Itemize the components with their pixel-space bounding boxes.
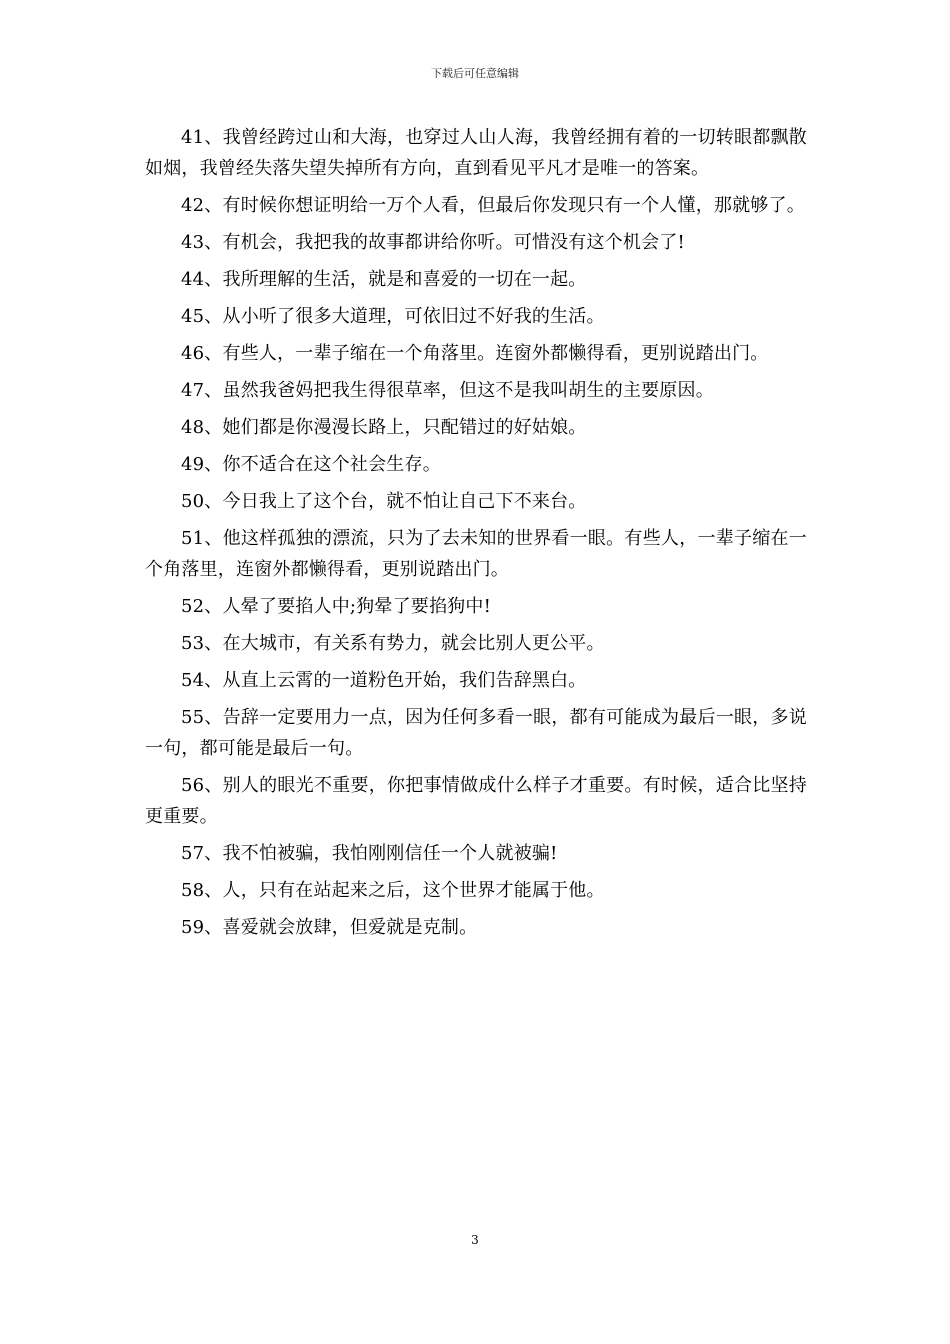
paragraph-44: 44、我所理解的生活，就是和喜爱的一切在一起。 [181, 269, 587, 290]
page-header: 下载后可任意编辑 [431, 67, 519, 80]
document-body [145, 122, 807, 949]
paragraph-51: 51、他这样孤独的漂流，只为了去未知的世界看一眼。有些人，一辈子缩在一个角落里，连窗外都懒得看，更别说踏出门。 [145, 528, 807, 580]
paragraph-43: 43、有机会，我把我的故事都讲给你听。可惜没有这个机会了! [181, 232, 685, 253]
paragraph-47: 47、虽然我爸妈把我生得很草率，但这不是我叫胡生的主要原因。 [181, 380, 714, 401]
paragraph-56: 56、别人的眼光不重要，你把事情做成什么样子才重要。有时候，适合比坚持更重要。 [145, 775, 807, 827]
paragraph-45: 45、从小听了很多大道理，可依旧过不好我的生活。 [181, 306, 605, 327]
paragraph-50: 50、今日我上了这个台，就不怕让自己下不来台。 [181, 491, 587, 512]
page-number: 3 [471, 1233, 479, 1247]
paragraph-59: 59、喜爱就会放肆，但爱就是克制。 [181, 917, 478, 938]
paragraph-48: 48、她们都是你漫漫长路上，只配错过的好姑娘。 [181, 417, 587, 438]
paragraph-46: 46、有些人，一辈子缩在一个角落里。连窗外都懒得看，更别说踏出门。 [181, 343, 769, 364]
paragraph-42: 42、有时候你想证明给一万个人看，但最后你发现只有一个人懂，那就够了。 [181, 195, 805, 216]
paragraph-58: 58、人，只有在站起来之后，这个世界才能属于他。 [181, 880, 605, 901]
paragraph-57: 57、我不怕被骗，我怕刚刚信任一个人就被骗! [181, 843, 558, 864]
paragraph-49: 49、你不适合在这个社会生存。 [181, 454, 441, 475]
paragraph-52: 52、人晕了要掐人中;狗晕了要掐狗中! [181, 596, 492, 617]
paragraph-41: 41、我曾经跨过山和大海，也穿过人山人海，我曾经拥有着的一切转眼都飘散如烟，我曾经失落失望失掉所有方向，直到看见平凡才是唯一的答案。 [145, 127, 807, 179]
paragraph-53: 53、在大城市，有关系有势力，就会比别人更公平。 [181, 633, 605, 654]
paragraph-55: 55、告辞一定要用力一点，因为任何多看一眼，都有可能成为最后一眼，多说一句，都可能是最后一句。 [145, 707, 807, 759]
paragraph-54: 54、从直上云霄的一道粉色开始，我们告辞黑白。 [181, 670, 587, 691]
